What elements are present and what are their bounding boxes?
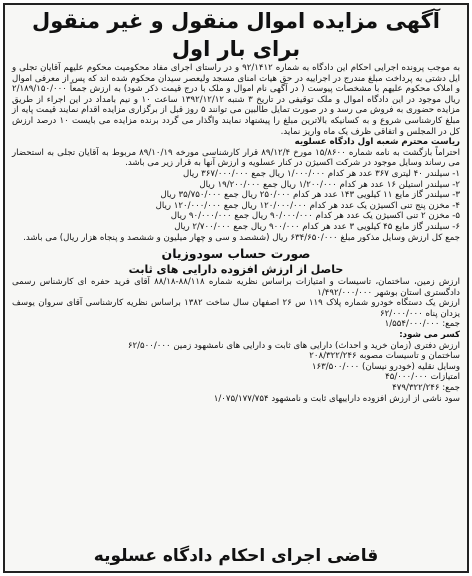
signature-footer: قاضی اجرای احکام دادگاه عسلویه: [93, 546, 379, 566]
deduction-title: کسر می شود:: [399, 330, 460, 341]
deduction-line: امتیازات ۴۵/۰۰۰/۰۰۰: [385, 372, 460, 383]
notice-body: [5, 63, 467, 404]
list-item: ۵- مخزن ۲ تنی اکسیژن یک عدد هر کدام ۹۰/۰۰۰/۰۰۰ ریال جمع ۹۰/۰۰۰/۰۰۰ ریال: [170, 211, 460, 222]
asset-value-line: ارزش زمین، ساختمان، تاسیسات و امتیازات براساس نظریه شماره ۸۸/۱۱۸-۸۸/۱۸ آقای فرید حفره ای کارشناس رسمی دادگستری استان بوشهر ۱/۴۹۲/۰۰۰/۰۰۰: [12, 277, 460, 298]
notice-title: آگهی مزایده اموال منقول و غیر منقول برای بار اول: [31, 9, 441, 61]
items-list: [12, 169, 460, 233]
list-item: ۶- سیلندر گاز مایع ۴۵ کیلویی ۳ عدد هر کدام ۹۰۰/۰۰۰ ریال جمع ۲/۷۰۰/۰۰۰ ریال: [174, 221, 460, 232]
asset-sum-line: جمع: ۱/۵۵۴/۰۰۰/۰۰۰: [384, 319, 460, 330]
profit-line: سود ناشی از ارزش افزوده داراییهای ثابت و نامشهود ۱/۰۷۵/۱۷۷/۷۵۴: [213, 393, 460, 404]
list-item: ۲- سیلندر استیلن ۱۶ عدد هر کدام ۱/۲۰۰/۰۰۰ ریال جمع ۱۹/۲۰۰/۰۰۰ ریال: [199, 179, 460, 190]
deduction-line: ارزش دفتری (زمان خرید و احداث) دارایی های ثابت و دارایی های نامشهود زمین ۶۲/۵۰۰/۰۰۰: [127, 340, 460, 351]
intro-paragraph: به موجب پرونده اجرایی احکام این دادگاه به شماره ۹۲/۱۴۱۲ و در راستای اجرای مفاد محکومیت محکوم علیهم آقایان تجلی و ایل دشتی به پرداخت مبلغ مندرج در اجراییه در حق هیات امنای مسجد ولیعصر سیدان محکوم شده اند که پس از معرفی اموال و املاک محکوم علیهم با مشخصات پیوست ( در آگهی نام اموال و ملک با درج قیمت ذکر شود) به ارزش جمعاً ۲/۱۸۹/۱۵۰/۰۰۰ ریال موجود در این دادگاه اموال و ملک توقیفی در تاریخ ۳ شنبه ۱۳۹۲/۱۲/۱۲ ساعت ۱۰ و نیم بامداد در این اجراء از طریق مزایده حضوری به فروش می رسد و در صورت تمایل طالبین می توانند ۵ روز قبل از برگزاری مزایده اقدام نمایند قیمت پایه از مبلغ کارشناسی شروع و به کسانیکه بالاترین مبلغ را پیشنهاد نمایند واگذار می گردد برنده مزایده می بایست ۱۰ درصد ارزش کل در المجلس و اتفاقی ظرف یک ماه واریز نماید.: [12, 63, 460, 137]
total-line: جمع کل ارزش وسایل مذکور مبلغ ۶۳۴/۶۵۰/۰۰۰ ریال (ششصد و سی و چهار میلیون و ششصد و پنجاه هزار ریال) می باشد.: [23, 232, 460, 243]
list-item: ۱- سیلندر ۴۰ لیتری ۳۶۷ عدد هر کدام ۱/۰۰۰/۰۰۰ ریال جمع ۳۶۷/۰۰۰/۰۰۰ ریال: [183, 168, 460, 179]
asset-value-line: ارزش یک دستگاه خودرو شماره پلاک ۱۱۹ س ۲۶ اصفهان سال ساخت ۱۳۸۲ براساس نظریه کارشناسی آقای سروان یوسف یزدان پناه ۶۲/۰۰۰/۰۰۰: [12, 298, 461, 319]
deduction-sum-line: جمع: ۴۷۹/۳۲۲/۲۴۶: [392, 383, 460, 394]
expert-report-paragraph: احتراماً بازگشت به نامه شماره ۱۵/۸۶۰۰ مورخ ۸۹/۱۲/۴ قرار کارشناسی مورخه ۸۹/۱۰/۱۹ مربوط به آقایان تجلی به استحضار می رساند وسایل موجود در شرکت اکسیژن در کنار عسلویه و ارزش آنها به قرار زیر می باشد.: [12, 147, 460, 169]
deduction-line: ساختمان و تاسیسات مصوبه ۲۰۸/۳۲۲/۲۴۶: [309, 351, 460, 362]
notice-frame: [3, 3, 469, 573]
list-item: ۴- مخزن پنج تنی اکسیژن یک عدد هر کدام ۱۲۰/۰۰۰/۰۰۰ ریال جمع ۱۲۰/۰۰۰/۰۰۰ ریال: [155, 200, 460, 211]
deduction-line: وسایل نقلیه (خودرو نیسان) ۱۶۳/۵۰۰/۰۰۰: [311, 361, 460, 372]
section-subtitle: حاصل از ارزش افزوده دارایی های ثابت: [128, 263, 344, 277]
section-title: صورت حساب سودوزیان: [161, 246, 311, 262]
list-item: ۳- سیلندر گاز مایع ۱۱ کیلویی ۱۴۳ عدد هر کدام ۲۵۰/۰۰۰ ریال جمع ۳۵/۷۵۰/۰۰۰ ریال: [160, 190, 460, 201]
addressee-line: ریاست محترم شعبه اول دادگاه عسلویه: [294, 137, 460, 148]
